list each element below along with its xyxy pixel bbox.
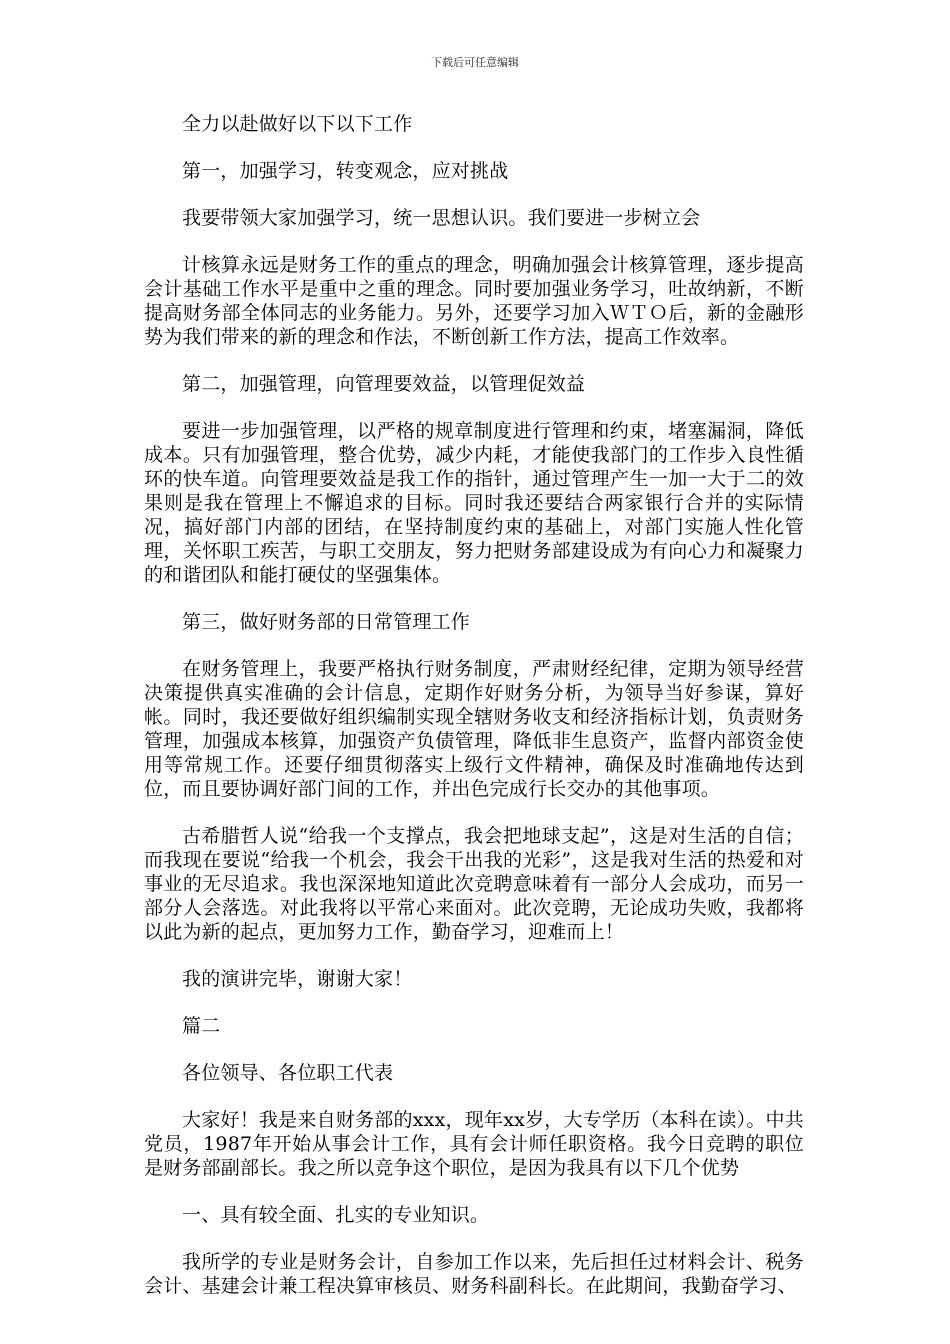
paragraph-closing-quote: 古希腊哲人说“给我一个支撑点，我会把地球支起”，这是对生活的自信；而我现在要说“给我一个机会，我会干出我的光彩”，这是我对生活的热爱和对事业的无尽追求。我也深深地知道此次竞聘意味着有一部分人会成功，而另一部分人会落选。对此我将以平常心来面对。此次竞聘，无论成功失败，我都将以此为新的起点，更加努力工作，勤奋学习，迎难而上！ bbox=[144, 825, 804, 943]
part-two-title: 篇二 bbox=[182, 1015, 221, 1037]
section-heading-2: 第二，加强管理，向管理要效益，以管理促效益 bbox=[182, 373, 586, 395]
paragraph-career: 我所学的专业是财务会计，自参加工作以来，先后担任过材料会计、税务会计、基建会计兼工程决算审核员、财务科副科长。在此期间，我勤奋学习、 bbox=[144, 1251, 804, 1297]
section-heading-3: 第三，做好财务部的日常管理工作 bbox=[182, 611, 471, 633]
page-header-note: 下载后可任意编辑 bbox=[431, 56, 519, 69]
salutation: 各位领导、各位职工代表 bbox=[182, 1062, 394, 1084]
paragraph-self-intro: 大家好！我是来自财务部的xxx，现年xx岁，大专学历（本科在读）。中共党员，1987年开始从事会计工作，具有会计师任职资格。我今日竞聘的职位是财务部副部长。我之所以竞争这个职位，是因为我具有以下几个优势 bbox=[144, 1109, 804, 1179]
paragraph-study-intro: 我要带领大家加强学习，统一思想认识。我们要进一步树立会 bbox=[182, 207, 701, 229]
section-heading-1: 第一，加强学习，转变观念，应对挑战 bbox=[182, 160, 509, 182]
intro-line: 全力以赴做好以下以下工作 bbox=[182, 113, 413, 135]
section-heading-knowledge: 一、具有较全面、扎实的专业知识。 bbox=[182, 1204, 490, 1226]
paragraph-management: 要进一步加强管理，以严格的规章制度进行管理和约束，堵塞漏洞，降低成本。只有加强管理，整合优势，减少内耗，才能使我部门的工作步入良性循环的快车道。向管理要效益是我工作的指针，通过管理产生一加一大于二的效果则是我在管理上不懈追求的目标。同时我还要结合两家银行合并的实际情况，搞好部门内部的团结，在坚持制度约束的基础上，对部门实施人性化管理，关怀职工疾苦，与职工交朋友，努力把财务部建设成为有向心力和凝聚力的和谐团队和能打硬仗的坚强集体。 bbox=[144, 420, 804, 586]
paragraph-daily-work: 在财务管理上，我要严格执行财务制度，严肃财经纪律，定期为领导经营决策提供真实准确的会计信息，定期作好财务分析，为领导当好参谋，算好帐。同时，我还要做好组织编制实现全辖财务收支和经济指标计划，负责财务管理，加强成本核算，加强资产负债管理，降低非生息资产，监督内部资金使用等常规工作。还要仔细贯彻落实上级行文件精神，确保及时准确地传达到位，而且要协调好部门间的工作，并出色完成行长交办的其他事项。 bbox=[144, 658, 804, 800]
paragraph-accounting: 计核算永远是财务工作的重点的理念，明确加强会计核算管理，逐步提高会计基础工作水平是重中之重的理念。同时要加强业务学习，吐故纳新，不断提高财务部全体同志的业务能力。另外，还要学习加入ＷＴＯ后，新的金融形势为我们带来的新的理念和作法，不断创新工作方法，提高工作效率。 bbox=[144, 254, 804, 348]
document-body bbox=[144, 112, 804, 1321]
paragraph-thanks: 我的演讲完毕，谢谢大家！ bbox=[182, 968, 413, 990]
